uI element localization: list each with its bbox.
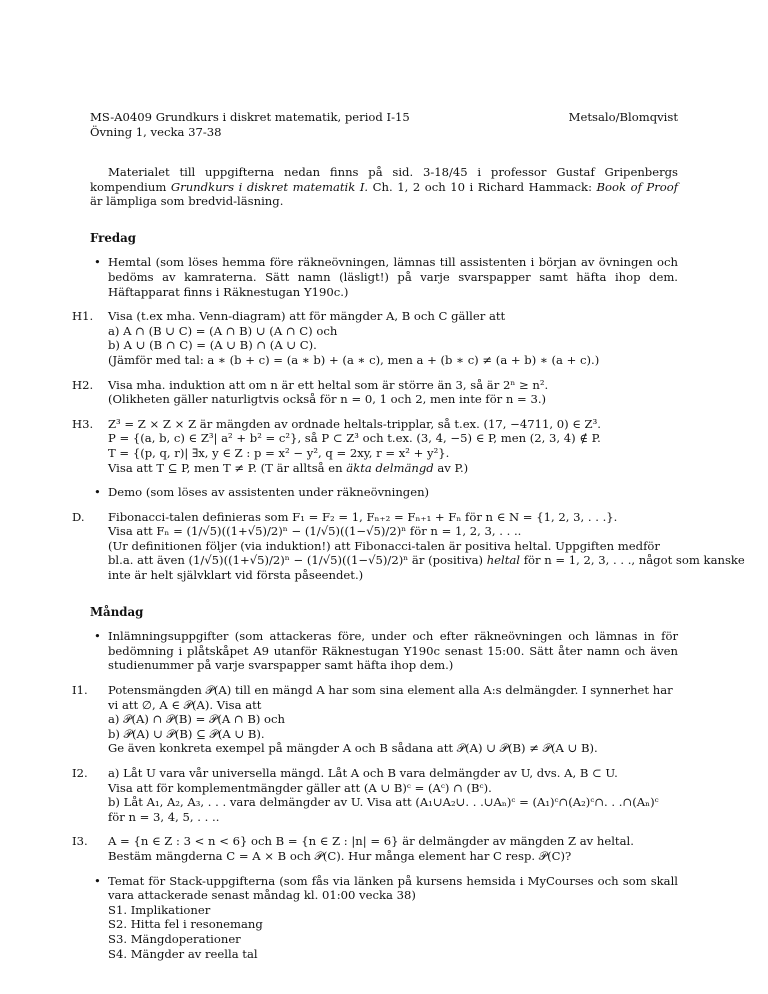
- stack-bullet: [90, 874, 678, 962]
- bullet-icon: •: [94, 629, 101, 644]
- problem-label: H3.: [72, 416, 94, 431]
- exercise-title: Övning 1, vecka 37-38: [90, 124, 222, 139]
- intro-book-title-2: Book of Proof: [596, 179, 678, 194]
- problem-line: b) Låt A₁, A₂, A₃, . . . vara delmängder av U. Visa att (A₁∪A₂∪. . .∪Aₙ)ᶜ = (A₁)ᶜ∩(A₂)ᶜ∩. . .∩(Aₙ)ᶜ: [108, 795, 659, 810]
- problem-line: [108, 461, 678, 476]
- bullet-icon: •: [94, 873, 101, 888]
- problem-line: [108, 553, 745, 568]
- hemtal-bullet: [90, 255, 678, 299]
- problem-line: vi att ∅, A ∈ 𝒫(A). Visa att: [108, 697, 262, 712]
- text-part: bl.a. att även (1/√5)((1+√5)/2)ⁿ − (1/√5)((1−√5)/2)ⁿ är (positiva): [108, 553, 487, 568]
- stack-item: S2. Hitta fel i resonemang: [108, 917, 263, 932]
- document-header: [90, 110, 678, 140]
- demo-bullet: [90, 485, 678, 500]
- problem-h2: [72, 377, 678, 407]
- bullet-icon: •: [94, 255, 101, 270]
- document-page: [72, 110, 745, 961]
- hemtal-text: Hemtal (som löses hemma före räkneövningen, lämnas till assistenten i början av övningen och bedöms av kamraterna. Sätt namn (läsligt!) på varje svarspapper samt häfta ihop dem. Häftapparat finns i Räknestugan Y190c.): [108, 255, 678, 299]
- problem-line: inte är helt självklart vid första påseendet.): [108, 568, 364, 583]
- problem-h3: [72, 416, 678, 475]
- problem-label: I1.: [72, 683, 88, 698]
- problem-h1: [72, 309, 678, 367]
- problem-line: (Jämför med tal: a ∗ (b + c) = (a ∗ b) + (a ∗ c), men a + (b ∗ c) ≠ (a + b) ∗ (a + c).): [108, 352, 600, 367]
- intro-text-mid: Ch. 1, 2 och 10 i Richard Hammack:: [368, 179, 597, 194]
- problem-line: Visa mha. induktion att om n är ett heltal som är större än 3, så är 2ⁿ ≥ n².: [108, 377, 549, 392]
- problem-line: för n = 3, 4, 5, . . ..: [108, 809, 220, 824]
- stack-item: S1. Implikationer: [108, 902, 211, 917]
- intro-paragraph: [90, 165, 678, 209]
- authors: Metsalo/Blomqvist: [568, 110, 678, 124]
- problem-line: a) 𝒫(A) ∩ 𝒫(B) = 𝒫(A ∩ B) och: [108, 712, 286, 727]
- stack-item: S4. Mängder av reella tal: [108, 946, 258, 961]
- emphasis-text: äkta delmängd: [346, 460, 434, 475]
- stack-item: S3. Mängdoperationer: [108, 931, 241, 946]
- text-part: Visa att T ⊆ P, men T ≠ P. (T är alltså en: [108, 460, 347, 475]
- problem-label: I3.: [72, 834, 88, 849]
- problem-i3: [72, 834, 678, 863]
- problem-i2: [72, 766, 678, 824]
- problem-line: a) Låt U vara vår universella mängd. Låt A och B vara delmängder av U, dvs. A, B ⊂ U.: [108, 766, 618, 780]
- problem-line: Visa att Fₙ = (1/√5)((1+√5)/2)ⁿ − (1/√5)((1−√5)/2)ⁿ för n = 1, 2, 3, . . ..: [108, 524, 522, 539]
- section-title-fredag: Fredag: [90, 230, 137, 245]
- problem-line: Ge även konkreta exempel på mängder A och B sådana att 𝒫(A) ∪ 𝒫(B) ≠ 𝒫(A ∪ B).: [108, 741, 598, 756]
- problem-d: [72, 509, 745, 583]
- problem-label: I2.: [72, 766, 88, 780]
- problem-line: Visa (t.ex mha. Venn-diagram) att för mängder A, B och C gäller att: [108, 309, 506, 324]
- problem-line: Z³ = Z × Z × Z är mängden av ordnade heltals-tripplar, så t.ex. (17, −4711, 0) ∈ Z³.: [108, 416, 601, 431]
- intro-book-title-1: Grundkurs i diskret matematik I.: [170, 179, 369, 194]
- inlamning-bullet: [90, 629, 678, 673]
- intro-text-end: är lämpliga som bredvid-läsning.: [90, 194, 284, 209]
- emphasis-text: heltal: [486, 553, 521, 568]
- problem-line: (Ur definitionen följer (via induktion!) att Fibonacci-talen är positiva heltal. Uppgiften medför: [108, 538, 660, 553]
- problem-line: (Olikheten gäller naturligtvis också för n = 0, 1 och 2, men inte för n = 3.): [108, 392, 547, 407]
- problem-line: Bestäm mängderna C = A × B och 𝒫(C). Hur många element har C resp. 𝒫(C)?: [108, 848, 572, 863]
- problem-line: Visa att för komplementmängder gäller att (A ∪ B)ᶜ = (Aᶜ) ∩ (Bᶜ).: [108, 780, 492, 795]
- intro-text-start: Materialet till uppgifterna nedan finns på sid. 3-18/45 i professor Gustaf Gripenbergs kompendium: [90, 165, 678, 194]
- section-title-mandag: Måndag: [90, 604, 144, 619]
- stack-text: Temat för Stack-uppgifterna (som fås via länken på kursens hemsida i MyCourses och som skall vara attackerade senast måndag kl. 01:00 vecka 38): [108, 873, 678, 903]
- inlamning-text: Inlämningsuppgifter (som attackeras före, under och efter räkneövningen och lämnas in för bedömning i plåtskåpet A9 utanför Räknestugan Y190c senast 15:00. Sätt åter namn och även studienummer på varje svarspapper samt häfta ihop dem.): [108, 629, 678, 673]
- problem-line: b) 𝒫(A) ∪ 𝒫(B) ⊆ 𝒫(A ∪ B).: [108, 726, 265, 741]
- problem-line: b) A ∪ (B ∩ C) = (A ∪ B) ∩ (A ∪ C).: [108, 338, 317, 353]
- problem-i1: [72, 683, 678, 756]
- problem-label: D.: [72, 509, 85, 524]
- problem-label: H2.: [72, 377, 94, 392]
- text-part: av P.): [433, 460, 469, 475]
- problem-line: T = {(p, q, r)| ∃x, y ∈ Z : p = x² − y², q = 2xy, r = x² + y²}.: [108, 445, 450, 460]
- problem-line: a) A ∩ (B ∪ C) = (A ∩ B) ∪ (A ∩ C) och: [108, 323, 338, 338]
- course-title: MS-A0409 Grundkurs i diskret matematik, period I-15: [90, 110, 410, 124]
- text-part: för n = 1, 2, 3, . . ., något som kanske: [520, 553, 745, 568]
- bullet-icon: •: [94, 485, 101, 500]
- problem-line: Potensmängden 𝒫(A) till en mängd A har som sina element alla A:s delmängder. I synnerhet har: [108, 683, 673, 698]
- demo-text: Demo (som löses av assistenten under räkneövningen): [108, 485, 430, 500]
- problem-label: H1.: [72, 309, 94, 324]
- problem-line: P = {(a, b, c) ∈ Z³| a² + b² = c²}, så P ⊂ Z³ och t.ex. (3, 4, −5) ∈ P, men (2, 3, 4) ∉ P.: [108, 431, 601, 446]
- problem-line: A = {n ∈ Z : 3 < n < 6} och B = {n ∈ Z : |n| = 6} är delmängder av mängden Z av heltal.: [108, 834, 634, 849]
- problem-line: Fibonacci-talen definieras som F₁ = F₂ = 1, Fₙ₊₂ = Fₙ₊₁ + Fₙ för n ∈ N = {1, 2, 3, . . .}.: [108, 509, 618, 524]
